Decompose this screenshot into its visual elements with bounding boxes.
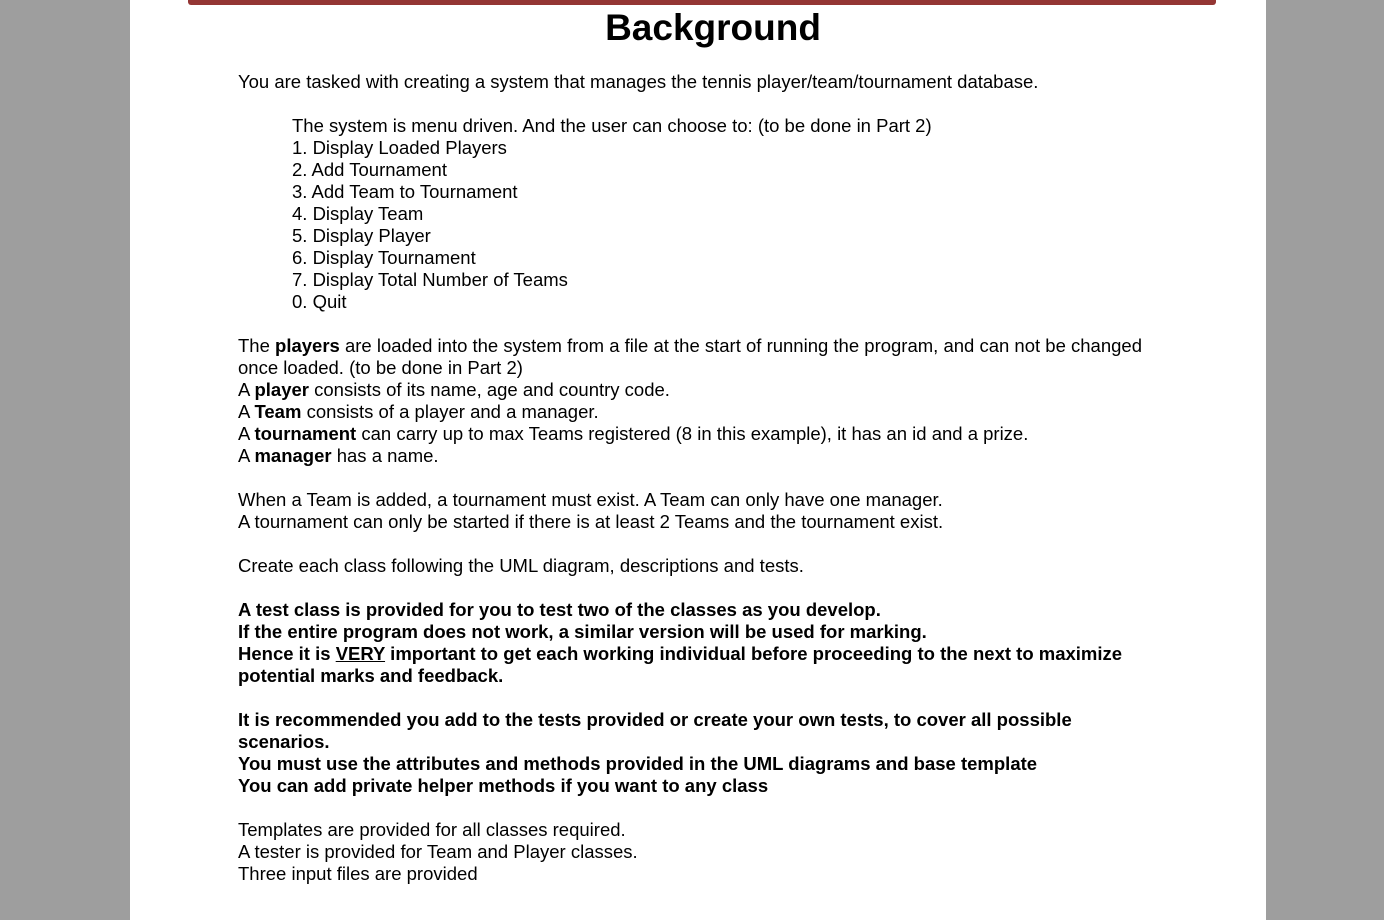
recommendation-note: You must use the attributes and methods provided in the UML diagrams and base template <box>238 753 1038 774</box>
menu-item: 3. Add Team to Tournament <box>292 181 518 202</box>
players-description: The players are loaded into the system from a file at the start of running the program, and can not be changed <box>238 335 1142 356</box>
recommendation-note: It is recommended you add to the tests provided or create your own tests, to cover all possible <box>238 709 1072 730</box>
header-bar <box>188 0 1216 5</box>
manager-description: A manager has a name. <box>238 445 439 466</box>
test-note: potential marks and feedback. <box>238 665 504 686</box>
tournament-description: A tournament can carry up to max Teams registered (8 in this example), it has an id and a prize. <box>238 423 1029 444</box>
menu-item: 2. Add Tournament <box>292 159 447 180</box>
menu-item: 7. Display Total Number of Teams <box>292 269 568 290</box>
spacer <box>238 467 1198 489</box>
intro-paragraph: You are tasked with creating a system that manages the tennis player/team/tournament database. <box>238 71 1039 92</box>
menu-item: 4. Display Team <box>292 203 424 224</box>
menu-block <box>238 115 1198 313</box>
menu-item: 1. Display Loaded Players <box>292 137 507 158</box>
players-description-cont: once loaded. (to be done in Part 2) <box>238 357 523 378</box>
provided-line: A tester is provided for Team and Player classes. <box>238 841 638 862</box>
page-title: Background <box>605 7 821 48</box>
menu-item: 5. Display Player <box>292 225 431 246</box>
menu-item: 6. Display Tournament <box>292 247 476 268</box>
menu-heading: The system is menu driven. And the user can choose to: (to be done in Part 2) <box>292 115 932 136</box>
document-page <box>130 0 1266 920</box>
spacer <box>238 797 1198 819</box>
provided-line: Templates are provided for all classes required. <box>238 819 626 840</box>
recommendation-note: You can add private helper methods if you want to any class <box>238 775 769 796</box>
spacer <box>238 533 1198 555</box>
uml-instruction: Create each class following the UML diagram, descriptions and tests. <box>238 555 804 576</box>
rule-line: When a Team is added, a tournament must exist. A Team can only have one manager. <box>238 489 943 510</box>
test-note: Hence it is VERY important to get each working individual before proceeding to the next to maximize <box>238 643 1123 664</box>
recommendation-note: scenarios. <box>238 731 330 752</box>
provided-line: Three input files are provided <box>238 863 478 884</box>
spacer <box>238 93 1198 115</box>
test-note: If the entire program does not work, a similar version will be used for marking. <box>238 621 927 642</box>
menu-item: 0. Quit <box>292 291 347 312</box>
rule-line: A tournament can only be started if there is at least 2 Teams and the tournament exist. <box>238 511 944 532</box>
emphasis-very: VERY <box>335 643 386 664</box>
team-description: A Team consists of a player and a manager. <box>238 401 599 422</box>
test-note: A test class is provided for you to test two of the classes as you develop. <box>238 599 881 620</box>
document-body <box>238 71 1198 885</box>
spacer <box>238 313 1198 335</box>
player-description: A player consists of its name, age and country code. <box>238 379 670 400</box>
spacer <box>238 687 1198 709</box>
spacer <box>238 577 1198 599</box>
